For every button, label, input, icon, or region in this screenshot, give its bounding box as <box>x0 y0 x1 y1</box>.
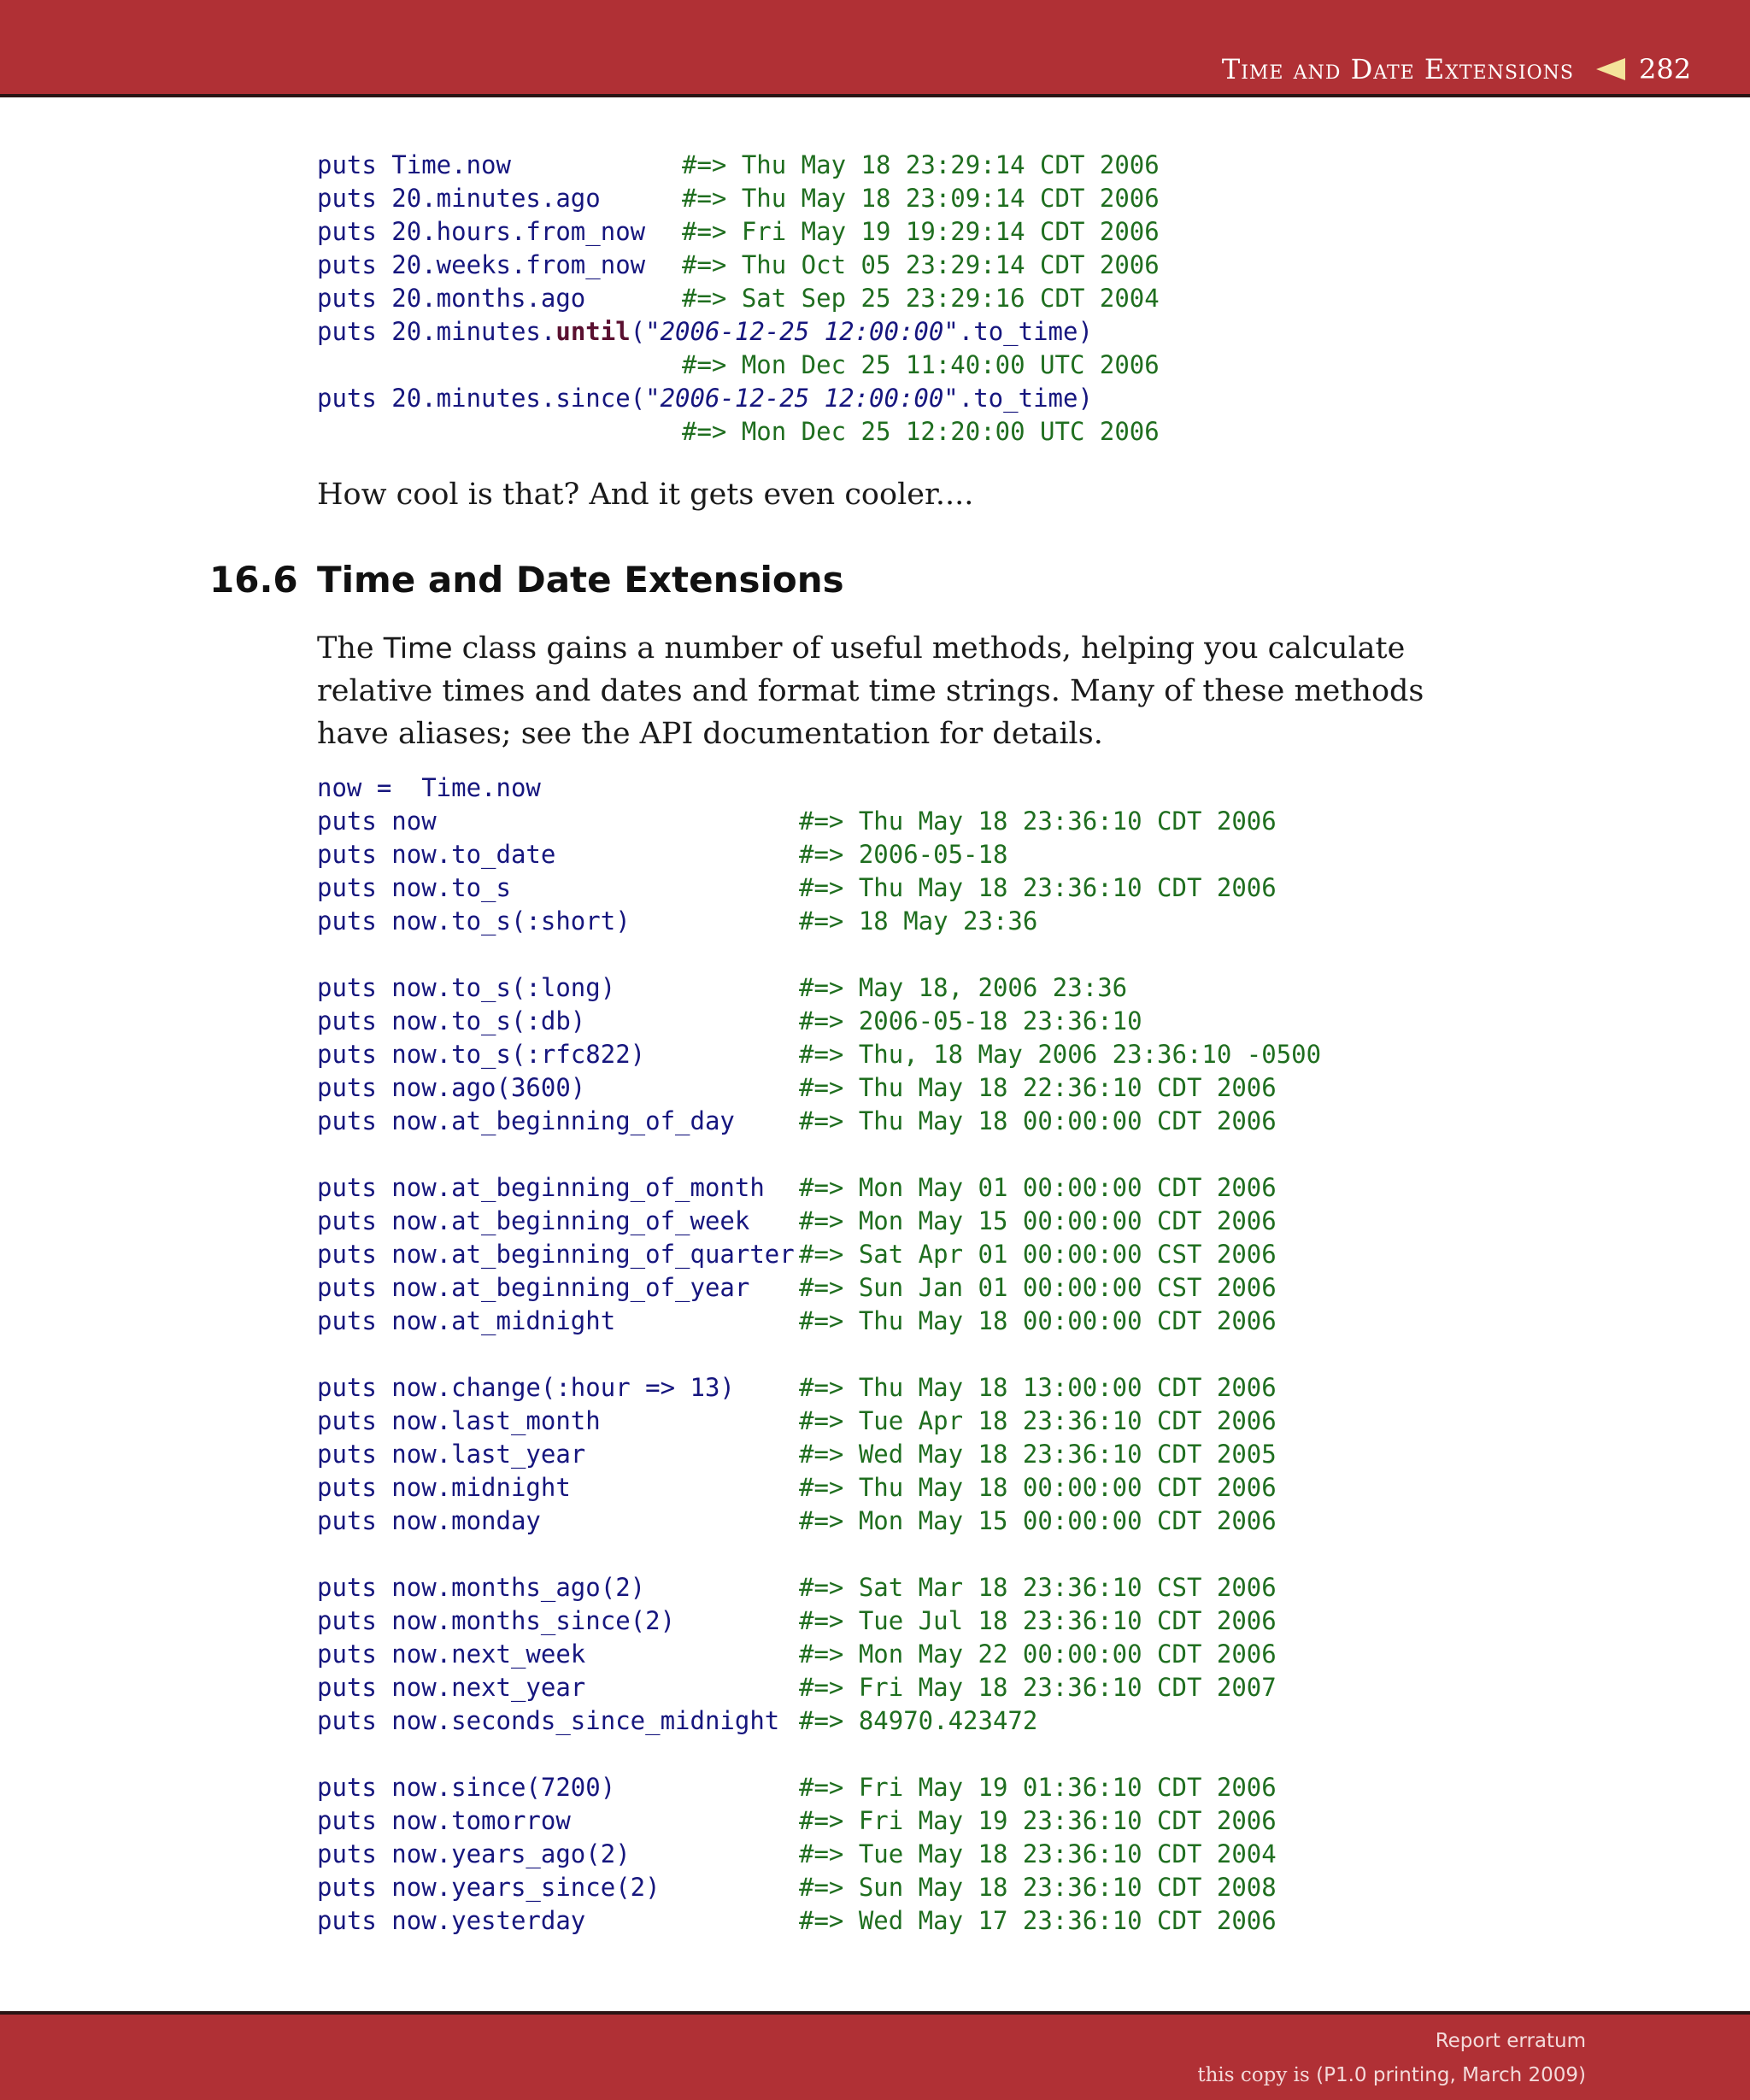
code-line <box>317 1804 1277 1838</box>
code-comment: #=> Tue Jul 18 23:36:10 CDT 2006 <box>799 1606 1277 1635</box>
code-line <box>317 1071 1277 1105</box>
report-erratum-link[interactable]: Report erratum <box>1435 2030 1586 2052</box>
code-line <box>317 315 1093 349</box>
code-comment: #=> Thu May 18 00:00:00 CDT 2006 <box>799 1473 1277 1502</box>
code-line <box>317 971 1128 1005</box>
code-string: "2006-12-25 12:00:00" <box>645 317 959 346</box>
left-triangle-icon[interactable] <box>1596 58 1625 80</box>
printing-info: (P1.0 printing, March 2009) <box>1316 2064 1586 2086</box>
code-keyword: until <box>555 317 631 346</box>
code-line <box>317 1638 1277 1671</box>
code-comment: #=> Sat Apr 01 00:00:00 CST 2006 <box>799 1240 1277 1269</box>
copy-notice-prefix: this copy is <box>1197 2064 1317 2086</box>
code-text: puts now.at_beginning_of_month <box>317 1173 765 1202</box>
code-text: puts now.next_week <box>317 1640 586 1669</box>
code-segment: .to_time) <box>958 317 1093 346</box>
code-text: puts now.midnight <box>317 1473 571 1502</box>
code-line <box>317 905 1038 938</box>
code-comment: #=> 18 May 23:36 <box>799 906 1038 936</box>
code-line <box>317 382 1093 415</box>
code-comment: #=> Thu, 18 May 2006 23:36:10 -0500 <box>799 1040 1322 1069</box>
code-comment: #=> Sat Mar 18 23:36:10 CST 2006 <box>799 1573 1277 1602</box>
section-title: Time and Date Extensions <box>317 559 844 601</box>
code-text: puts now.at_beginning_of_week <box>317 1206 750 1235</box>
code-comment: #=> Thu May 18 22:36:10 CDT 2006 <box>799 1073 1277 1102</box>
code-text: puts now.at_beginning_of_day <box>317 1106 735 1135</box>
code-comment: #=> Mon Dec 25 12:20:00 UTC 2006 <box>682 417 1160 446</box>
code-line <box>317 1371 1277 1405</box>
code-comment: #=> Mon May 15 00:00:00 CDT 2006 <box>799 1506 1277 1535</box>
code-comment: #=> Sat Sep 25 23:29:16 CDT 2004 <box>682 284 1160 313</box>
code-segment: .to_time) <box>958 384 1093 413</box>
code-text: puts 20.weeks.from_now <box>317 250 646 279</box>
code-line <box>317 249 1160 282</box>
code-comment: #=> Thu May 18 23:29:14 CDT 2006 <box>682 150 1160 179</box>
page-footer <box>0 2011 1750 2100</box>
code-text: puts now.at_beginning_of_quarter <box>317 1240 795 1269</box>
paragraph-text-before: The <box>317 631 384 666</box>
code-line <box>317 1005 1142 1038</box>
code-line <box>317 1305 1277 1338</box>
paragraph-text-after: class gains a number of useful methods, helping you calculate relative times and dates and format time strings. Many of these methods have aliases; see the API documentation for details. <box>317 631 1424 751</box>
code-comment: #=> Fri May 19 01:36:10 CDT 2006 <box>799 1773 1277 1802</box>
code-comment: #=> May 18, 2006 23:36 <box>799 973 1128 1002</box>
code-line <box>317 1405 1277 1438</box>
code-text: puts 20.hours.from_now <box>317 217 646 246</box>
page-header <box>0 0 1750 97</box>
code-text: puts now.next_year <box>317 1673 586 1702</box>
code-segment: puts 20.minutes. <box>317 317 556 346</box>
code-line <box>317 1771 1277 1804</box>
code-comment: #=> Fri May 19 23:36:10 CDT 2006 <box>799 1806 1277 1835</box>
code-line <box>317 1604 1277 1638</box>
code-line <box>317 1671 1277 1704</box>
code-text: puts now.last_month <box>317 1406 601 1435</box>
code-comment: #=> Fri May 18 23:36:10 CDT 2007 <box>799 1673 1277 1702</box>
code-segment: puts 20.minutes.since( <box>317 384 646 413</box>
code-comment: #=> Fri May 19 19:29:14 CDT 2006 <box>682 217 1160 246</box>
code-text: puts now.years_ago(2) <box>317 1839 631 1868</box>
code-text <box>317 384 1093 413</box>
code-text: puts now.to_s(:long) <box>317 973 616 1002</box>
code-comment: #=> 2006-05-18 <box>799 840 1008 869</box>
code-text: puts now.to_s(:short) <box>317 906 631 936</box>
code-text: puts now.years_since(2) <box>317 1873 661 1902</box>
code-comment: #=> Wed May 18 23:36:10 CDT 2005 <box>799 1440 1277 1469</box>
code-text: puts now <box>317 807 437 836</box>
code-comment: #=> 2006-05-18 23:36:10 <box>799 1006 1142 1035</box>
code-text: puts now.yesterday <box>317 1906 586 1935</box>
code-comment: #=> Thu May 18 00:00:00 CDT 2006 <box>799 1306 1277 1335</box>
code-text: puts now.at_midnight <box>317 1306 616 1335</box>
code-comment: #=> Mon Dec 25 11:40:00 UTC 2006 <box>682 350 1160 379</box>
code-comment: #=> Tue May 18 23:36:10 CDT 2004 <box>799 1839 1277 1868</box>
code-comment: #=> Thu May 18 23:09:14 CDT 2006 <box>682 184 1160 213</box>
code-text: puts 20.minutes.ago <box>317 184 601 213</box>
code-line <box>317 1838 1277 1871</box>
code-text: puts Time.now <box>317 150 511 179</box>
copy-notice <box>1197 2064 1586 2086</box>
code-line <box>317 871 1277 905</box>
code-text: puts now.to_date <box>317 840 556 869</box>
code-line <box>317 282 1160 315</box>
code-line <box>317 771 541 805</box>
code-paren: ( <box>630 317 646 346</box>
code-line <box>317 1471 1277 1505</box>
code-comment: #=> Mon May 01 00:00:00 CDT 2006 <box>799 1173 1277 1202</box>
section-number: 16.6 <box>209 559 298 601</box>
code-line <box>317 1505 1277 1538</box>
code-comment: #=> Thu May 18 23:36:10 CDT 2006 <box>799 873 1277 902</box>
code-text: puts now.to_s <box>317 873 511 902</box>
code-comment: #=> Sun May 18 23:36:10 CDT 2008 <box>799 1873 1277 1902</box>
code-line <box>317 1871 1277 1904</box>
code-line <box>317 838 1008 871</box>
code-line <box>317 805 1277 838</box>
code-text: puts now.to_s(:db) <box>317 1006 586 1035</box>
page-number: 282 <box>1639 53 1692 85</box>
code-line <box>317 1238 1277 1271</box>
code-comment: #=> Mon May 15 00:00:00 CDT 2006 <box>799 1206 1277 1235</box>
code-comment: #=> Thu May 18 13:00:00 CDT 2006 <box>799 1373 1277 1402</box>
code-string: "2006-12-25 12:00:00" <box>645 384 959 413</box>
code-line <box>317 1171 1277 1205</box>
code-line <box>317 1571 1277 1604</box>
code-text: puts now.tomorrow <box>317 1806 571 1835</box>
paragraph-time-class <box>317 627 1496 755</box>
code-line <box>317 215 1160 249</box>
code-comment: #=> Sun Jan 01 00:00:00 CST 2006 <box>799 1273 1277 1302</box>
code-line <box>317 149 1160 182</box>
code-comment: #=> Thu Oct 05 23:29:14 CDT 2006 <box>682 250 1160 279</box>
running-title: Time and Date Extensions <box>1221 53 1574 85</box>
code-text: puts now.change(:hour => 13) <box>317 1373 735 1402</box>
code-line <box>317 1438 1277 1471</box>
code-line <box>317 1038 1322 1071</box>
code-text: puts now.ago(3600) <box>317 1073 586 1102</box>
code-text: puts now.months_ago(2) <box>317 1573 646 1602</box>
code-line <box>317 1271 1277 1305</box>
code-line <box>317 182 1160 215</box>
code-comment: #=> Thu May 18 23:36:10 CDT 2006 <box>799 807 1277 836</box>
code-line <box>317 1205 1277 1238</box>
code-comment: #=> 84970.423472 <box>799 1706 1038 1735</box>
code-text: puts now.since(7200) <box>317 1773 616 1802</box>
code-comment: #=> Thu May 18 00:00:00 CDT 2006 <box>799 1106 1277 1135</box>
code-line <box>317 1704 1038 1738</box>
code-text: puts now.seconds_since_midnight <box>317 1706 780 1735</box>
code-comment: #=> Wed May 17 23:36:10 CDT 2006 <box>799 1906 1277 1935</box>
paragraph-how-cool: How cool is that? And it gets even cooler.... <box>317 478 974 512</box>
code-text <box>317 317 1093 346</box>
code-text: puts now.months_since(2) <box>317 1606 676 1635</box>
code-text: now = Time.now <box>317 773 541 802</box>
code-text: puts now.monday <box>317 1506 541 1535</box>
code-comment: #=> Tue Apr 18 23:36:10 CDT 2006 <box>799 1406 1277 1435</box>
code-text: puts now.to_s(:rfc822) <box>317 1040 646 1069</box>
code-line <box>317 1105 1277 1138</box>
inline-code-time: Time <box>383 631 453 665</box>
code-text: puts now.last_year <box>317 1440 586 1469</box>
code-text: puts 20.months.ago <box>317 284 586 313</box>
code-text: puts now.at_beginning_of_year <box>317 1273 750 1302</box>
code-comment: #=> Mon May 22 00:00:00 CDT 2006 <box>799 1640 1277 1669</box>
code-line <box>317 1904 1277 1938</box>
